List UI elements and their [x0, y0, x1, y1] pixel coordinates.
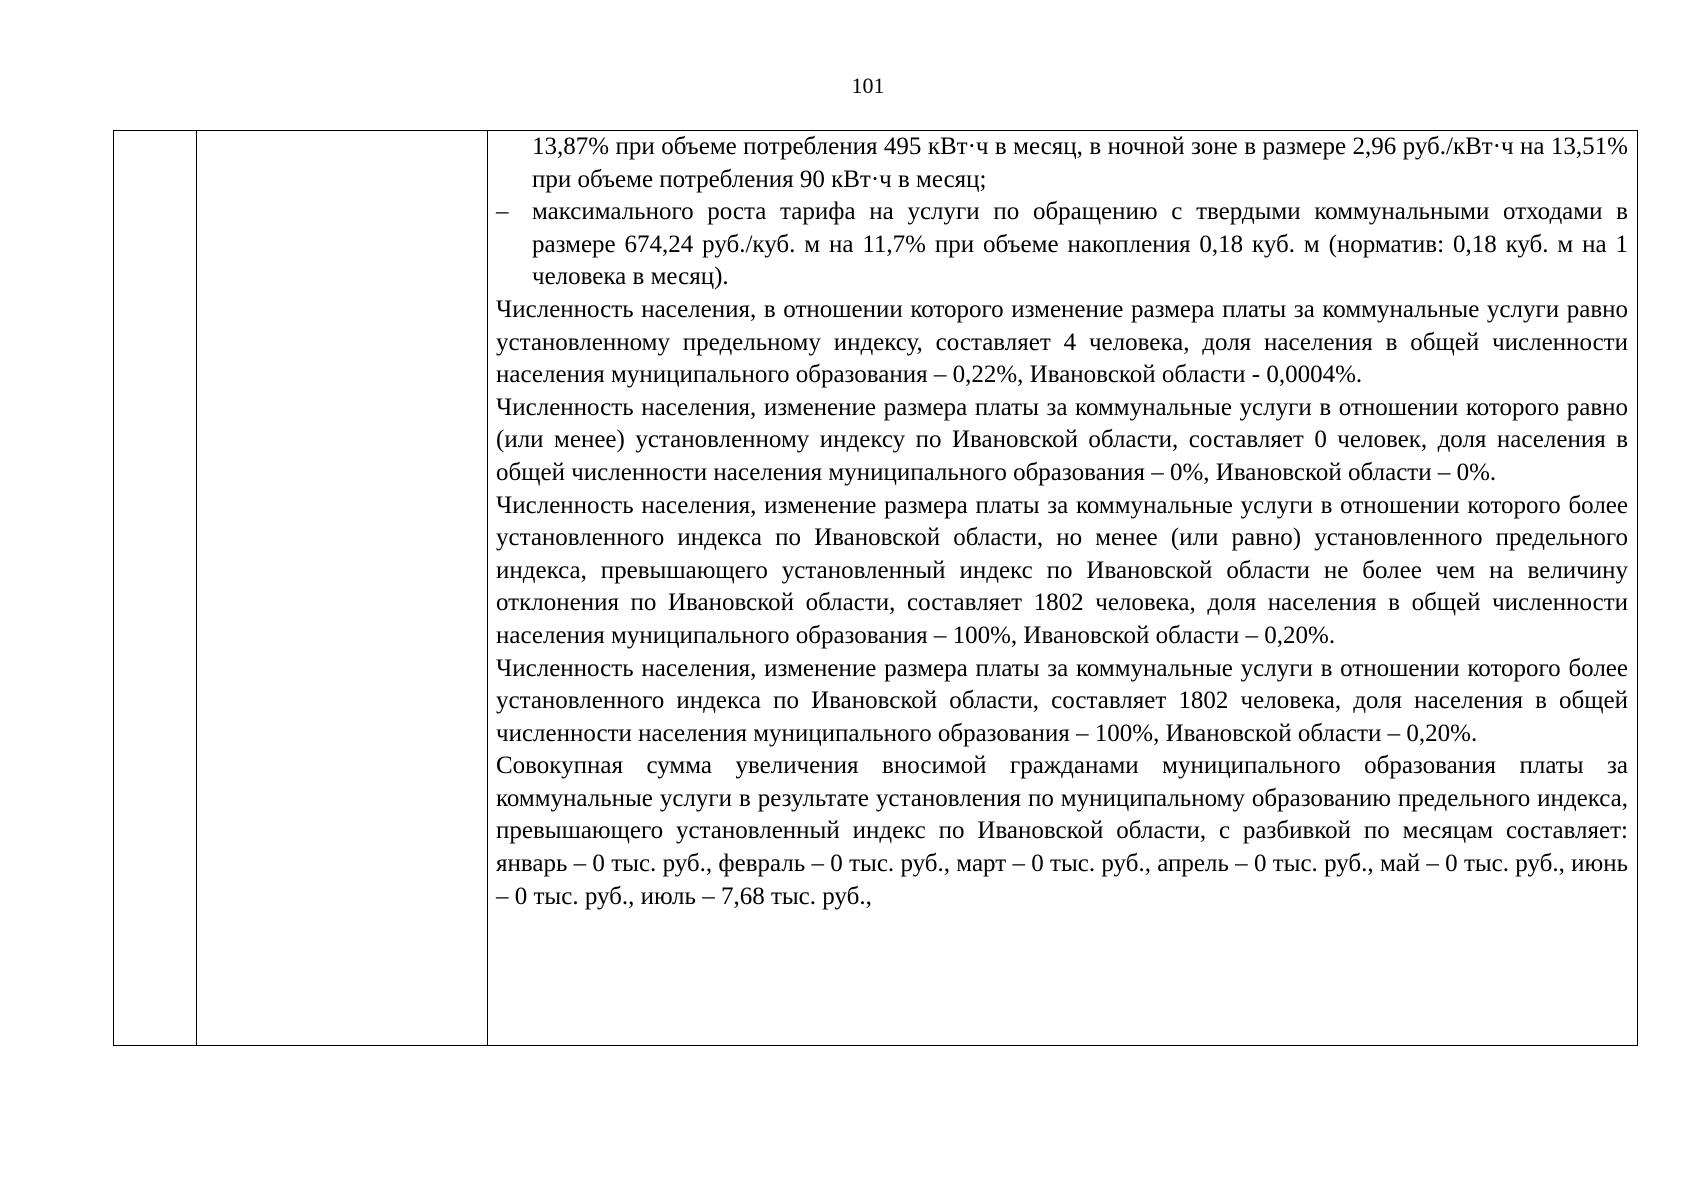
paragraph-population-between-indices: Численность населения, изменение размера платы за коммунальные услуги в отношении которого более установленного индекса по Ивановской области, но менее (или равно) установленного предельного индекса, превышающего установленный индекс по Ивановской области не более чем на величину отклонения по Ивановской области, составляет 1802 человека, доля населения в общей численности населения муниципального образования – 100%, Ивановской области – 0,20%. — [496, 491, 1628, 649]
column-divider-2 — [487, 131, 488, 1045]
paragraph-population-below-index: Численность населения, изменение размера платы за коммунальные услуги в отношении которого равно (или менее) установленному индексу по Ивановской области, составляет 0 человек, доля населения в общей численности населения муниципального образования – 0%, Ивановской области – 0%. — [496, 393, 1628, 486]
paragraph-population-limit-index: Численность населения, в отношении которого изменение размера платы за коммунальные услуги равно установленному предельному индексу, составляет 4 человека, доля населения в общей численности населения муниципального образования – 0,22%, Ивановской области - 0,0004%. — [496, 295, 1628, 389]
page-number: 101 — [851, 73, 885, 98]
column-divider-1 — [196, 131, 197, 1045]
bullet-text: максимального роста тарифа на услуги по обращению с твердыми коммунальными отходами в размере 674,24 руб./куб. м на 11,7% при объеме накопления 0,18 куб. м (норматив: 0,18 куб. м на 1 человека в месяц). — [532, 198, 1628, 291]
bullet-item — [496, 196, 1628, 294]
bullet-dash: – — [496, 198, 509, 226]
document-table — [113, 130, 1638, 1046]
content-cell — [496, 131, 1628, 913]
paragraph-population-above-index: Численность населения, изменение размера платы за коммунальные услуги в отношении которого более установленного индекса по Ивановской области, составляет 1802 человека, доля населения в общей численности населения муниципального образования – 100%, Ивановской области – 0,20%. — [496, 654, 1628, 747]
paragraph-total-increase: Совокупная сумма увеличения вносимой гражданами муниципального образования платы за коммунальные услуги в результате установления по муниципальному образованию предельного индекса, превышающего установленный индекс по Ивановской области, с разбивкой по месяцам составляет: январь – 0 тыс. руб., февраль – 0 тыс. руб., март – 0 тыс. руб., апрель – 0 тыс. руб., май – 0 тыс. руб., июнь – 0 тыс. руб., июль – 7,68 тыс. руб., — [496, 752, 1628, 910]
continuation-paragraph: 13,87% при объеме потребления 495 кВт·ч в месяц, в ночной зоне в размере 2,96 руб./кВт·ч на 13,51% при объеме потребления 90 кВт·ч в месяц; — [532, 133, 1628, 193]
